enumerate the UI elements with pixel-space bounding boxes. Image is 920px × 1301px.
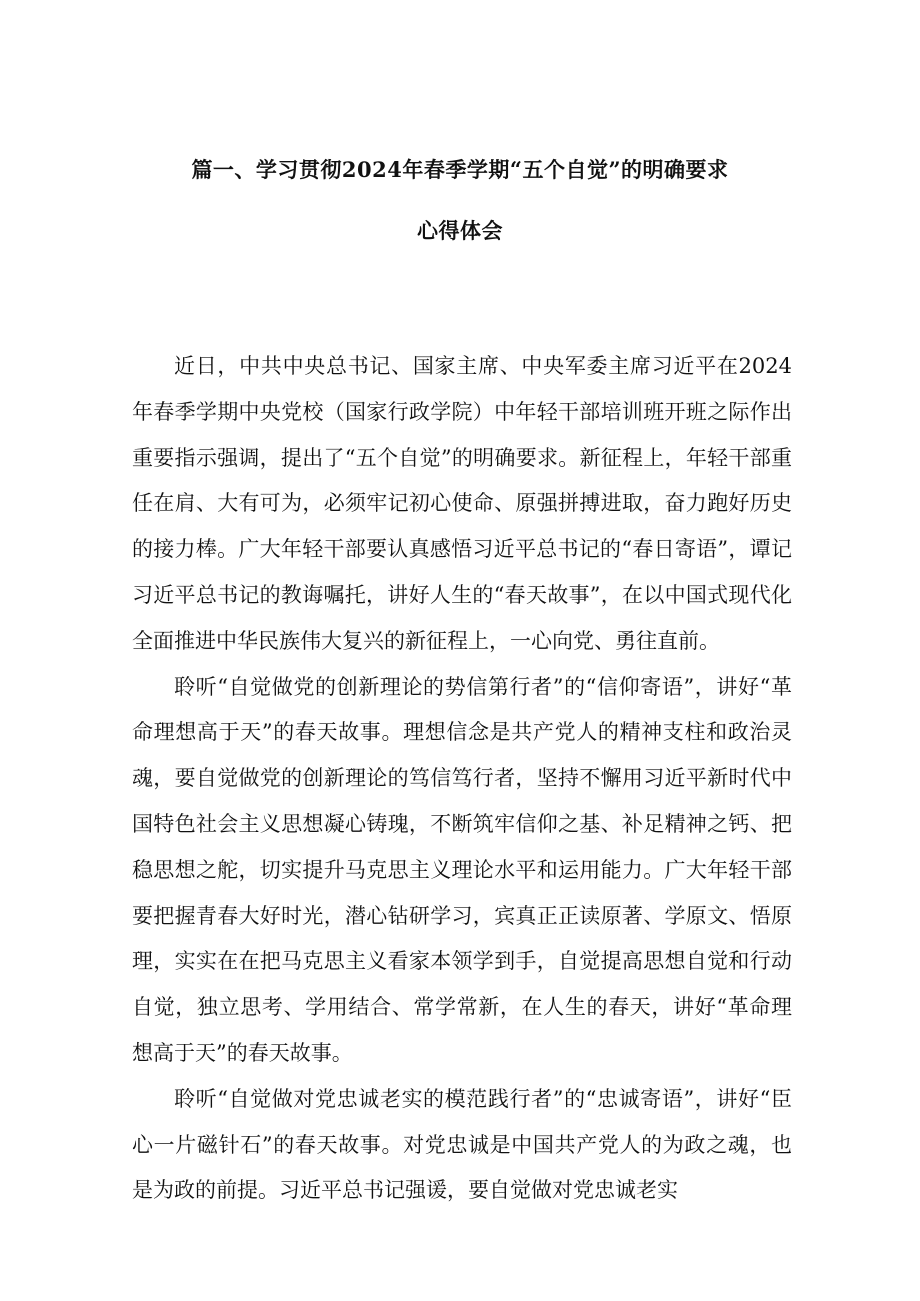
document-title-line-1: 篇一、学习贯彻2024年春季学期“五个自觉”的明确要求 [191,157,729,182]
body-paragraph-1: 近日，中共中央总书记、国家主席、中央军委主席习近平在2024年春季学期中央党校（国家行政学院）中年轻干部培训班开班之际作出重要指示强调，提出了“五个自觉”的明确要求。新征程上，年轻干部重任在肩、大有可为，必须牢记初心使命、原强拼搏进取，奋力跑好历史的接力棒。广大年轻干部要认真感悟习近平总书记的“春日寄语”，谭记习近平总书记的教诲嘱托，讲好人生的“春天故事”，在以中国式现代化全面推进中华民族伟大复兴的新征程上，一心向党、勇往直前。 [132,354,792,653]
body-paragraph-2: 聆听“自觉做党的创新理论的势信第行者”的“信仰寄语”，讲好“革命理想高于天”的春天故事。理想信念是共产党人的精神支柱和政治灵魂，要自觉做党的创新理论的笃信笃行者，坚持不懈用习近平新时代中国特色社会主义思想凝心铸瑰，不断筑牢信仰之基、补足精神之钙、把稳思想之舵，切实提升马克思主义理论水平和运用能力。广大年轻干部要把握青春大好时光，潜心钻研学习，宾真正正读原著、学原文、悟原理，实实在在把马克思主义看家本领学到手，自觉提高思想自觉和行动自觉，独立思考、学用结合、常学常新，在人生的春天，讲好“革命理想高于天”的春天故事。 [132,674,792,1065]
document-title-line-2: 心得体会 [417,218,503,243]
body-paragraph-3: 聆听“自觉做对党忠诚老实的模范践行者”的“忠诚寄语”，讲好“臣心一片磁针石”的春天故事。对党忠诚是中国共产党人的为政之魂，也是为政的前提。习近平总书记强谖，要自觉做对党忠诚老实 [132,1086,792,1203]
document-body [132,344,792,1214]
